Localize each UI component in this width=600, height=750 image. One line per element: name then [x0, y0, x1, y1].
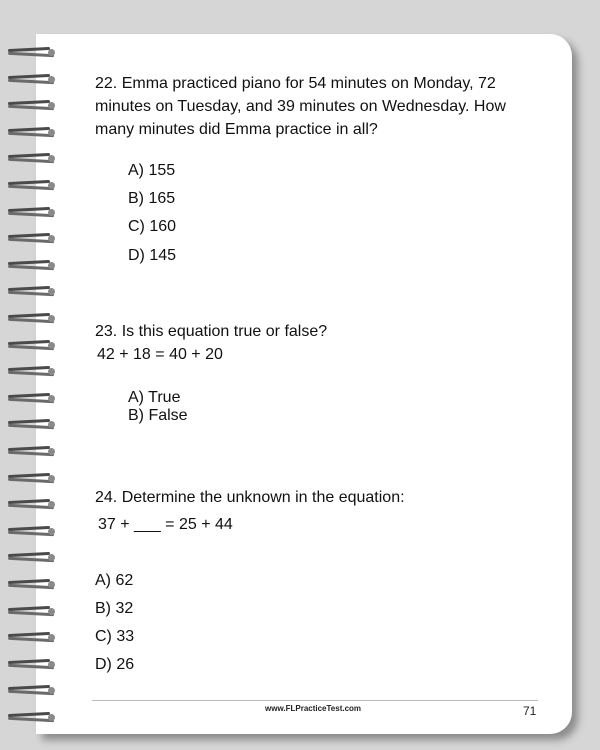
spiral-coil — [8, 500, 58, 510]
spiral-coil — [8, 474, 58, 484]
question-24-option-a: A) 62 — [95, 572, 134, 589]
spiral-coil — [8, 75, 58, 85]
spiral-coil — [8, 287, 58, 297]
question-22-option-b: B) 165 — [128, 190, 176, 207]
question-24-option-b: B) 32 — [95, 600, 134, 617]
question-22-option-d: D) 145 — [128, 247, 177, 264]
spiral-coil — [8, 154, 58, 164]
spiral-coil — [8, 713, 58, 723]
spiral-coil — [8, 101, 58, 111]
question-24-equation: 37 + ___ = 25 + 44 — [98, 516, 233, 533]
footer-divider — [92, 700, 538, 701]
question-22-option-a: A) 155 — [128, 162, 176, 179]
question-23-equation: 42 + 18 = 40 + 20 — [97, 346, 223, 363]
spiral-coil — [8, 580, 58, 590]
spiral-coil — [8, 420, 58, 430]
spiral-coil — [8, 607, 58, 617]
page-number: 71 — [523, 704, 537, 718]
spiral-coil — [8, 367, 58, 377]
spiral-coil — [8, 314, 58, 324]
spiral-binding — [0, 34, 60, 734]
question-24-text: 24. Determine the unknown in the equation: — [95, 489, 405, 506]
question-23-option-b: B) False — [128, 407, 188, 424]
spiral-coil — [8, 341, 58, 351]
spiral-coil — [8, 686, 58, 696]
spiral-coil — [8, 447, 58, 457]
spiral-coil — [8, 128, 58, 138]
spiral-coil — [8, 394, 58, 404]
spiral-coil — [8, 553, 58, 563]
footer-url: www.FLPracticeTest.com — [265, 704, 362, 713]
question-22-option-c: C) 160 — [128, 218, 177, 235]
question-24-option-d: D) 26 — [95, 656, 135, 673]
spiral-coil — [8, 208, 58, 218]
spiral-coil — [8, 261, 58, 271]
spiral-coil — [8, 633, 58, 643]
spiral-coil — [8, 234, 58, 244]
spiral-coil — [8, 181, 58, 191]
spiral-coil — [8, 48, 58, 58]
spiral-coil — [8, 660, 58, 670]
question-24-option-c: C) 33 — [95, 628, 135, 645]
question-23-text: 23. Is this equation true or false? — [95, 323, 328, 340]
question-23-option-a: A) True — [128, 389, 181, 406]
spiral-coil — [8, 527, 58, 537]
question-22-text: 22. Emma practiced piano for 54 minutes on Monday, 72 minutes on Tuesday, and 39 minutes on Wednesday. How many minutes did Emma practice in all? — [95, 75, 506, 138]
